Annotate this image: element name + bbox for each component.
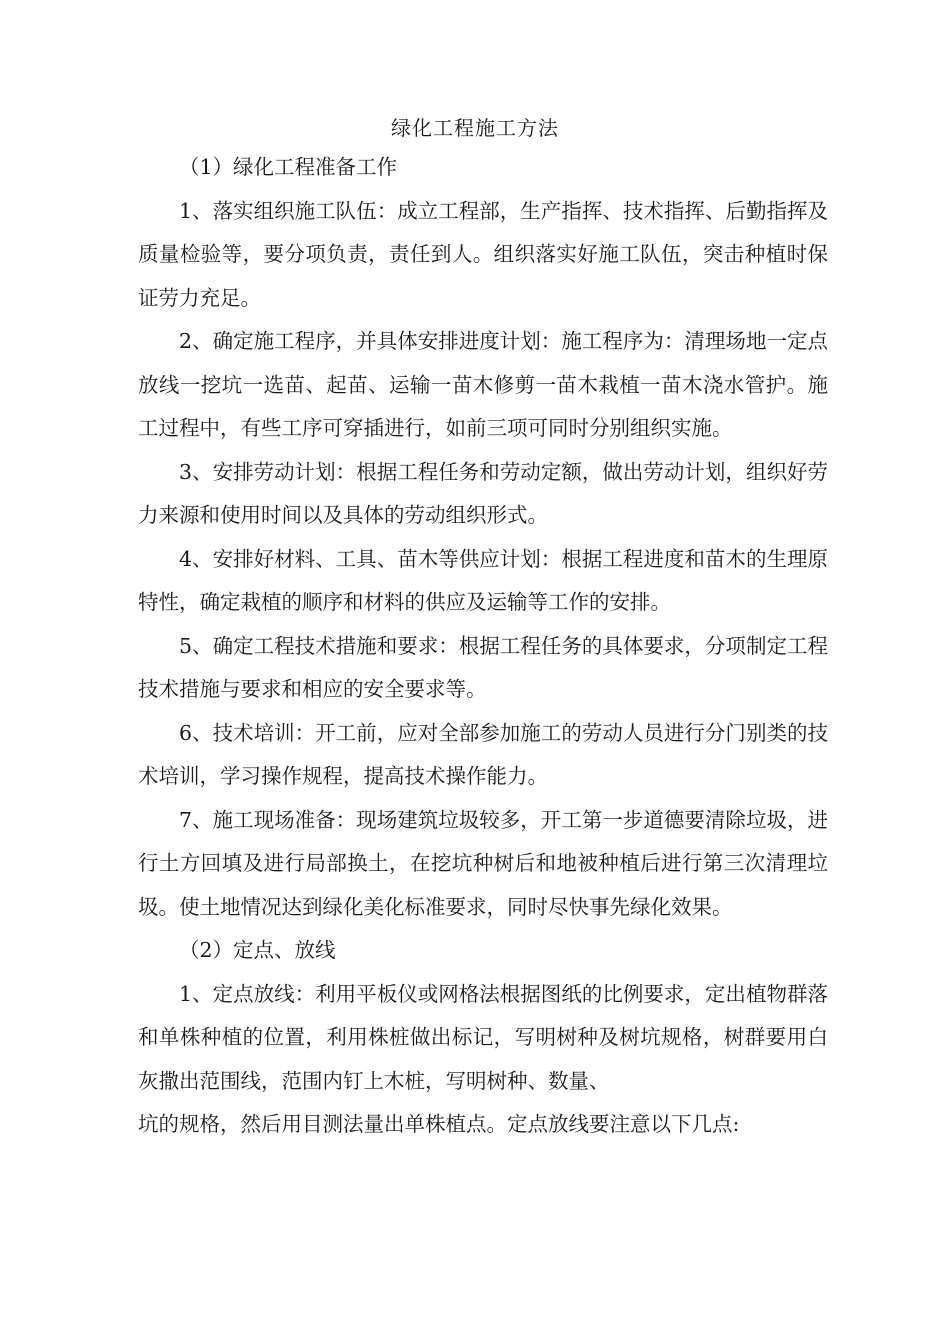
document-body — [138, 146, 828, 1147]
paragraph-item-3: 3、安排劳动计划：根据工程任务和劳动定额，做出劳动计划，组织好劳力来源和使用时间以及具体的劳动组织形式。 — [138, 459, 828, 527]
paragraph-item-2: 2、确定施工程序，并具体安排进度计划：施工程序为：清理场地一定点放线一挖坑一选苗、起苗、运输一苗木修剪一苗木栽植一苗木浇水管护。施工过程中，有些工序可穿插进行，如前三项可同时分别组织实施。 — [138, 329, 828, 440]
paragraph-item-7: 7、施工现场准备：现场建筑垃圾较多，开工第一步道德要清除垃圾，进行土方回填及进行局部换土，在挖坑种树后和地被种植后进行第三次清理垃圾。使土地情况达到绿化美化标准要求，同时尽快事先绿化效果。 — [138, 807, 828, 919]
paragraph-item-5: 5、确定工程技术措施和要求：根据工程任务的具体要求，分项制定工程技术措施与要求和相应的安全要求等。 — [138, 633, 828, 701]
paragraph-item-8: 1、定点放线：利用平板仪或网格法根据图纸的比例要求，定出植物群落和单株种植的位置，利用株桩做出标记，写明树种及树坑规格，树群要用白灰撒出范围线，范围内钉上木桩，写明树种、数量、 — [138, 981, 828, 1093]
paragraph-continuation: 坑的规格，然后用目测法量出单株植点。定点放线要注意以下几点: — [138, 1112, 740, 1136]
section-heading-2: （2）定点、放线 — [179, 938, 336, 962]
paragraph-item-4: 4、安排好材料、工具、苗木等供应计划：根据工程进度和苗木的生理原特性，确定栽植的顺序和材料的供应及运输等工作的安排。 — [138, 546, 828, 614]
section-heading-1: （1）绿化工程准备工作 — [179, 155, 398, 179]
paragraph-item-1: 1、落实组织施工队伍：成立工程部，生产指挥、技术指挥、后勤指挥及质量检验等，要分项负责，责任到人。组织落实好施工队伍，突击种植时保证劳力充足。 — [138, 198, 828, 310]
paragraph-item-6: 6、技术培训：开工前，应对全部参加施工的劳动人员进行分门别类的技术培训，学习操作规程，提高技术操作能力。 — [138, 720, 828, 788]
document-title: 绿化工程施工方法 — [391, 116, 559, 140]
